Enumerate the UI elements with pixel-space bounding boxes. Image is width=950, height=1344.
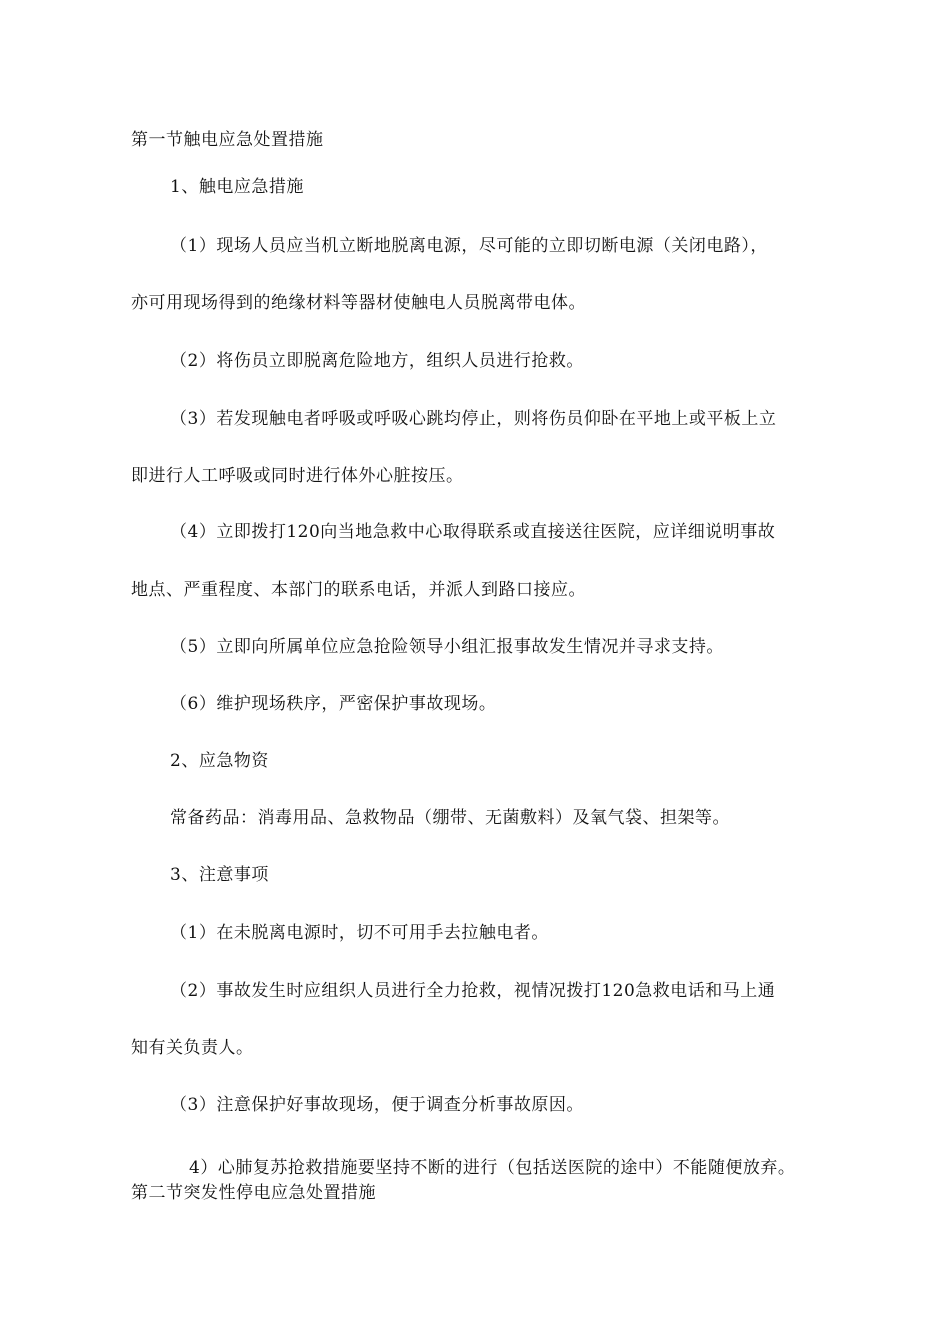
subsection-heading-1: 1、触电应急措施 bbox=[170, 177, 304, 197]
paragraph-line: （3）若发现触电者呼吸或呼吸心跳均停止，则将伤员仰卧在平地上或平板上立 bbox=[170, 409, 777, 429]
paragraph-line: （1）在未脱离电源时，切不可用手去拉触电者。 bbox=[170, 923, 549, 943]
paragraph-line: （3）注意保护好事故现场，便于调查分析事故原因。 bbox=[170, 1095, 584, 1115]
paragraph-line: （5）立即向所属单位应急抢险领导小组汇报事故发生情况并寻求支持。 bbox=[170, 637, 724, 657]
subsection-heading-2: 2、应急物资 bbox=[170, 751, 269, 771]
paragraph-line: （4）立即拨打120向当地急救中心取得联系或直接送往医院，应详细说明事故 bbox=[170, 522, 776, 542]
paragraph-line: （6）维护现场秩序，严密保护事故现场。 bbox=[170, 694, 497, 714]
paragraph-line: 常备药品：消毒用品、急救物品（绷带、无菌敷料）及氧气袋、担架等。 bbox=[170, 808, 730, 828]
paragraph-line: 亦可用现场得到的绝缘材料等器材使触电人员脱离带电体。 bbox=[131, 293, 586, 313]
paragraph-line: 地点、严重程度、本部门的联系电话，并派人到路口接应。 bbox=[131, 580, 586, 600]
paragraph-line: 4）心肺复苏抢救措施要坚持不断的进行（包括送医院的途中）不能随便放弃。 bbox=[189, 1158, 796, 1178]
paragraph-line: 即进行人工呼吸或同时进行体外心脏按压。 bbox=[131, 466, 464, 486]
section-heading-1: 第一节触电应急处置措施 bbox=[131, 130, 324, 150]
section-heading-2: 第二节突发性停电应急处置措施 bbox=[131, 1183, 376, 1203]
paragraph-line: （2）事故发生时应组织人员进行全力抢救，视情况拨打120急救电话和马上通 bbox=[170, 981, 776, 1001]
subsection-heading-3: 3、注意事项 bbox=[170, 865, 269, 885]
paragraph-line: （1）现场人员应当机立断地脱离电源，尽可能的立即切断电源（关闭电路）， bbox=[170, 236, 768, 256]
paragraph-line: 知有关负责人。 bbox=[131, 1038, 254, 1058]
paragraph-line: （2）将伤员立即脱离危险地方，组织人员进行抢救。 bbox=[170, 351, 584, 371]
